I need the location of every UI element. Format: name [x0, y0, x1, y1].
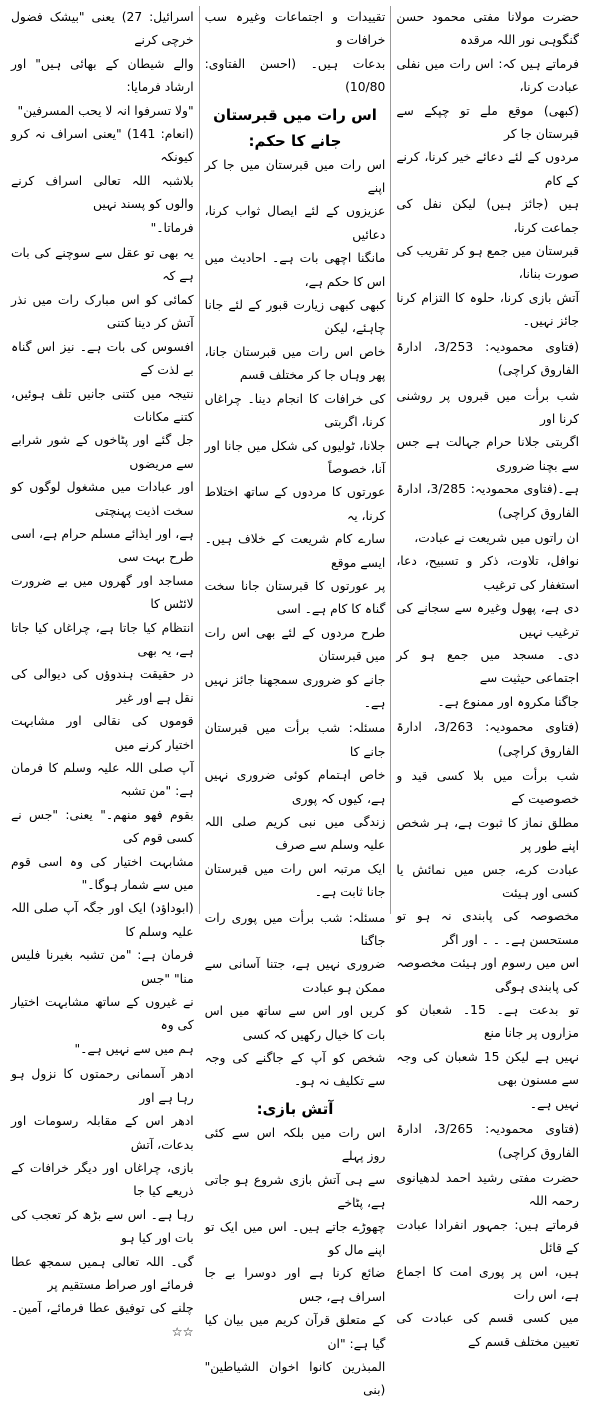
paragraph: ان راتوں میں شریعت نے عبادت، نوافل، تلاوت، ذکر و تسبیح، دعا، استغفار کی ترغیب دی ہے، پھول وغیرہ سے سجانے کی ترغیب نہیں دی۔ مسجد میں جمع ہو کر اجتماعی حیثیت سے جاگنا مکروہ اور ممنوع ہے۔: [396, 530, 579, 709]
column-right: [391, 6, 584, 1349]
section-heading: آتش بازی:: [256, 1099, 334, 1118]
paragraph: اس رات میں قبرستان میں جا کر اپنے عزیزوں کے لئے ایصال ثواب کرنا، دعائیں مانگنا اچھی بات ہے۔ احادیث میں اس کا حکم ہے، کبھی کبھی زیارت قبور کے لئے جانا چاہئے، لیکن خاص اس رات میں قبرستان جانا، پھر وہاں جا کر مختلف قسم کی خرافات کا انجام دینا۔ چراغاں کرنا، اگربتی جلانا، ٹولیوں کی شکل میں جانا اور آنا، خصوصاً عورتوں کا مردوں کے ساتھ اختلاط کرنا، یہ سارے کام شریعت کے خلاف ہیں۔ ایسے موقع پر عورتوں کا قبرستان جانا سخت گناہ کا کام ہے۔ اسی طرح مردوں کے لئے بھی اس رات میں قبرستان جانے کو ضروری سمجھنا جائز نہیں ہے۔: [204, 157, 386, 710]
citation: (فتاوی محمودیہ: 3/253، ادارۃ الفاروق کراچی): [396, 339, 579, 378]
paragraph: حضرت مفتی رشید احمد لدھیانوی رحمہ اللہ فرماتے ہیں: جمہور انفرادا عبادت کے قائل ہیں، اس پر پوری امت کا اجماع ہے، اس رات میں کسی قسم کی عبادت کی تعیین مختلف قسم کے: [396, 1170, 579, 1349]
paragraph: اس رات میں بلکہ اس سے کئی روز پہلے سے ہی آتش بازی شروع ہو جاتی ہے، پٹاخے چھوڑے جاتے ہیں۔ اس میں ایک تو اپنے مال کو ضائع کرنا ہے اور دوسرا بے جا اسراف ہے، جس کے متعلق قرآن کریم میں بیان کیا گیا ہے: "ان المبذرین کانوا اخوان الشیاطین" (بنی: [204, 1125, 386, 1398]
section-heading: اس رات میں قبرستان جانے کا حکم:: [213, 105, 377, 150]
citation: (فتاوی محمودیہ: 3/263، ادارۃ الفاروق کراچی): [396, 720, 579, 758]
paragraph: ادھر آسمانی رحمتوں کا نزول ہو رہا ہے اور ادھر اس کے مقابلہ رسومات اور بدعات، آتش بازی، چراغاں اور دیگر خرافات کے ذریعے کیا جا رہا ہے۔ اس سے بڑھ کر تعجب کی بات اور کیا ہو گی۔ اللہ تعالی ہمیں سمجھ عطا فرمائے اور صراط مستقیم پر چلنے کی توفیق عطا فرمائے، آمین۔ ☆☆: [10, 1067, 194, 1339]
paragraph: یہ بھی تو عقل سے سوچنے کی بات ہے کہ کمائی کو اس مبارک رات میں نذر آتش کر دینا کتنی افسوس کی بات ہے۔ نیز اس گناہ بے لذت کے نتیجہ میں کتنی جانیں تلف ہوئیں، کتنے مکانات جل گئے اور پٹاخوں کے شور شرابے سے مریضوں اور عبادات میں مشغول لوگوں کو سخت اذیت پہنچتی ہے، اور ایذائے مسلم حرام ہے، اسی طرح بہت سی مساجد اور گھروں میں بے ضرورت لائٹس کا انتظام کیا جاتا ہے، چراغاں کیا جاتا ہے، یہ بھی در حقیقت ہندوؤں کی دیوالی کی نقل ہے اور غیر قوموں کی نقالی اور مشابہت اختیار کرنے میں آپ صلی اللہ علیہ وسلم کا فرمان ہے: "من تشبہ بقوم فھو منھم۔" یعنی: "جس نے کسی قوم کی مشابہت اختیار کی وہ اسی قوم میں سے شمار ہوگا۔" (ابوداؤد) ایک اور جگہ آپ صلی اللہ علیہ وسلم کا فرمان ہے: "من تشبہ بغیرنا فلیس منا" "جس نے غیروں کے ساتھ مشابہت اختیار کی وہ ہم میں سے نہیں ہے۔": [10, 246, 194, 1056]
paragraph: مسئلہ: شب برأت میں پوری رات جاگنا ضروری نہیں ہے، جتنا آسانی سے ممکن ہو عبادت کریں اور اس سے ساتھ میں اس بات کا خیال رکھیں کہ کسی شخص کو آپ کے جاگنے کی وجہ سے تکلیف نہ ہو۔: [204, 910, 386, 1089]
paragraph: تقییدات و اجتماعات وغیرہ سب خرافات و بدعات ہیں۔ (احسن الفتاوی: 10/80): [204, 10, 386, 95]
column-left: [6, 6, 199, 1339]
paragraph: شب برأت میں قبروں پر روشنی کرنا اور اگربتی جلانا حرام جہالت ہے جس سے بچنا ضروری ہے۔(فتاوی محمودیہ: 3/285، ادارۃ الفاروق کراچی): [396, 388, 579, 520]
paragraph: مسئلہ: شب برأت میں قبرستان جانے کا خاص اہتمام کوئی ضروری نہیں ہے، کیوں کہ پوری زندگی میں نبی کریم صلی اللہ علیہ وسلم سے صرف ایک مرتبہ اس رات میں قبرستان جانا ثابت ہے۔: [204, 721, 386, 900]
paragraph: حضرت مولانا مفتی محمود حسن گنگوہی نور اللہ مرقدہ فرماتے ہیں کہ: اس رات میں نفلی عبادت کرنا، (کبھی) موقع ملے تو چپکے سے قبرستان جا کر مردوں کے لئے دعائے خیر کرنا، کرنے کے کام ہیں (جائز ہیں) لیکن نفل کی جماعت کرنا، قبرستان میں جمع ہو کر تقریب کی صورت بنانا، آتش بازی کرنا، حلوہ کا التزام کرنا جائز نہیں۔: [396, 10, 579, 329]
paragraph: اسرائیل: 27) یعنی "بیشک فضول خرچی کرنے والے شیطان کے بھائی ہیں" اور ارشاد فرمایا: "ولا تسرفوا انہ لا یحب المسرفین" (انعام: 141) "یعنی اسراف نہ کرو کیونکہ بلاشبہ اللہ تعالی اسراف کرنے والوں کو پسند نہیں فرماتا۔": [10, 10, 194, 235]
column-middle: [199, 6, 392, 1398]
paragraph: شب برأت میں بلا کسی قید و خصوصیت کے مطلق نماز کا ثبوت ہے، ہر شخص اپنے طور پر عبادت کرے، جس میں نمائش یا کسی اور ہیئت مخصوصہ کی پابندی نہ ہو تو مستحسن ہے۔ ۔ ۔ اور اگر اس میں رسوم اور ہیئت مخصوصہ کی پابندی ہوگی تو بدعت ہے۔ 15۔ شعبان کو مزاروں پر جانا منع نہیں ہے لیکن 15 شعبان کی وجہ سے مسنون بھی نہیں ہے۔: [396, 769, 579, 1111]
citation: (فتاوی محمودیہ: 3/265، ادارۃ الفاروق کراچی): [396, 1122, 579, 1160]
